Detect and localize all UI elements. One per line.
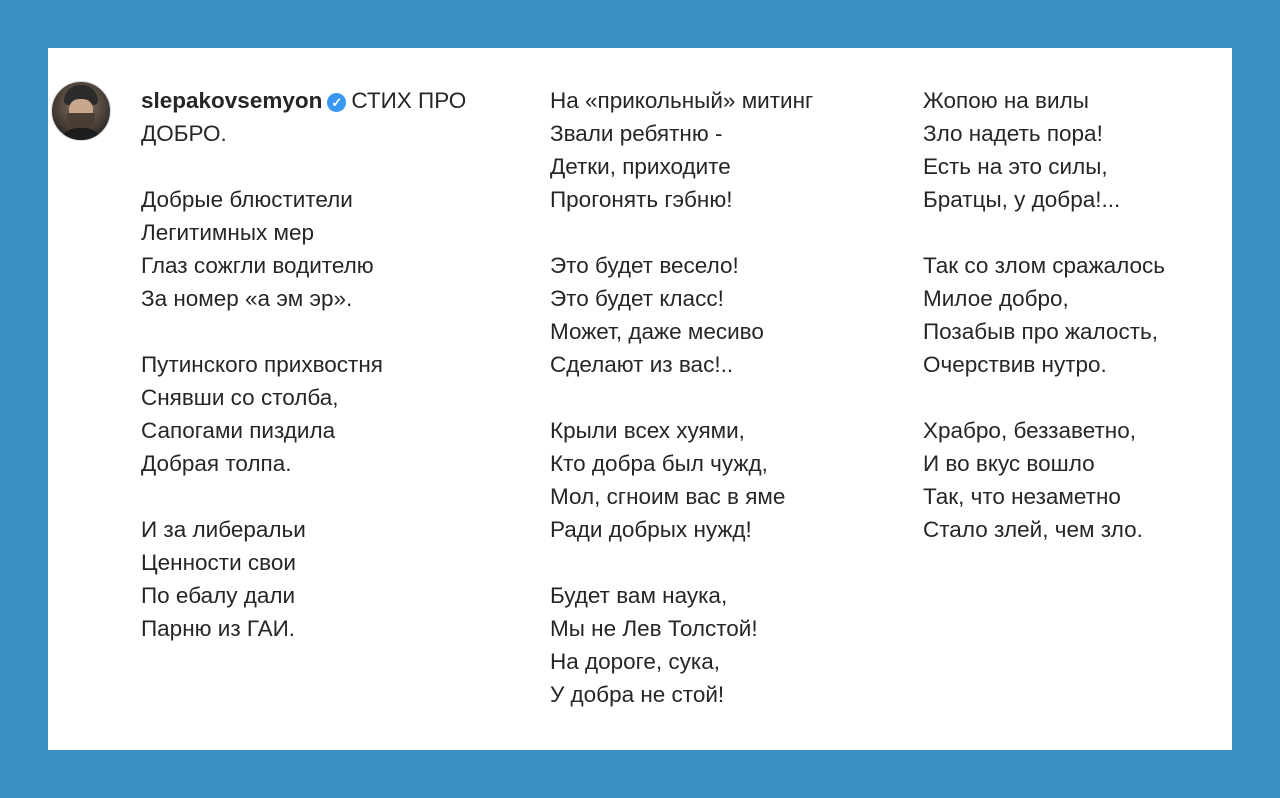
poem-line: Это будет весело! (550, 253, 739, 278)
poem-line: Ради добрых нужд! (550, 517, 752, 542)
poem-line: Так, что незаметно (923, 484, 1121, 509)
poem-line: Сапогами пиздила (141, 418, 336, 443)
caption-column-1 (141, 84, 541, 645)
caption-header (141, 84, 541, 117)
stanza (141, 183, 541, 315)
avatar-shirt (58, 128, 104, 141)
stanza (923, 414, 1228, 546)
poem-line: Звали ребятню - (550, 121, 723, 146)
poem-line: Это будет класс! (550, 286, 724, 311)
poem-line: Мол, сгноим вас в яме (550, 484, 786, 509)
poem-line: Добрая толпа. (141, 451, 292, 476)
caption-column-2 (550, 84, 920, 711)
poem-line: Зло надеть пора! (923, 121, 1103, 146)
poem-line: Парню из ГАИ. (141, 616, 295, 641)
stanza (141, 348, 541, 480)
poem-line: Глаз сожгли водителю (141, 253, 374, 278)
poem-line: Прогонять гэбню! (550, 187, 733, 212)
post-card (48, 48, 1232, 750)
stanza (141, 513, 541, 645)
stanza (550, 249, 920, 381)
poem-line: Так со злом сражалось (923, 253, 1165, 278)
poem-line: Может, даже месиво (550, 319, 764, 344)
poem-line: Жопою на вилы (923, 88, 1089, 113)
poem-line: По ебалу дали (141, 583, 296, 608)
poem-line: Мы не Лев Толстой! (550, 616, 758, 641)
poem-line: И за либеральи (141, 517, 306, 542)
poem-line: Легитимных мер (141, 220, 314, 245)
poem-line: Позабыв про жалость, (923, 319, 1158, 344)
stanza (550, 579, 920, 711)
poem-line: За номер «а эм эр». (141, 286, 353, 311)
poem-line: Добрые блюстители (141, 187, 353, 212)
stanza (550, 84, 920, 216)
stanza (550, 414, 920, 546)
caption-column-3 (923, 84, 1228, 546)
stanza (923, 249, 1228, 381)
poem-line: Снявши со столба, (141, 385, 339, 410)
poem-line: Храбро, беззаветно, (923, 418, 1136, 443)
stanza (923, 84, 1228, 216)
poem-line: Очерствив нутро. (923, 352, 1107, 377)
poem-line: У добра не стой! (550, 682, 725, 707)
poem-line: И во вкус вошло (923, 451, 1095, 476)
poem-line: Крыли всех хуями, (550, 418, 745, 443)
caption-title-line2: ДОБРО. (141, 121, 227, 146)
poem-line: Ценности свои (141, 550, 296, 575)
username-link[interactable]: slepakovsemyon (141, 88, 323, 113)
poem-line: Милое добро, (923, 286, 1069, 311)
poem-line: Детки, приходите (550, 154, 731, 179)
avatar[interactable] (51, 81, 111, 141)
poem-line: Стало злей, чем зло. (923, 517, 1143, 542)
verified-badge-icon: ✓ (327, 93, 346, 112)
poem-line: Сделают из вас!.. (550, 352, 734, 377)
poem-line: На дороге, сука, (550, 649, 721, 674)
caption-title-line1: СТИХ ПРО (351, 88, 467, 113)
poem-line: Будет вам наука, (550, 583, 728, 608)
poem-line: Путинского прихвостня (141, 352, 383, 377)
poem-line: Есть на это силы, (923, 154, 1108, 179)
poem-line: На «прикольный» митинг (550, 88, 814, 113)
poem-line: Кто добра был чужд, (550, 451, 768, 476)
poem-line: Братцы, у добра!... (923, 187, 1121, 212)
